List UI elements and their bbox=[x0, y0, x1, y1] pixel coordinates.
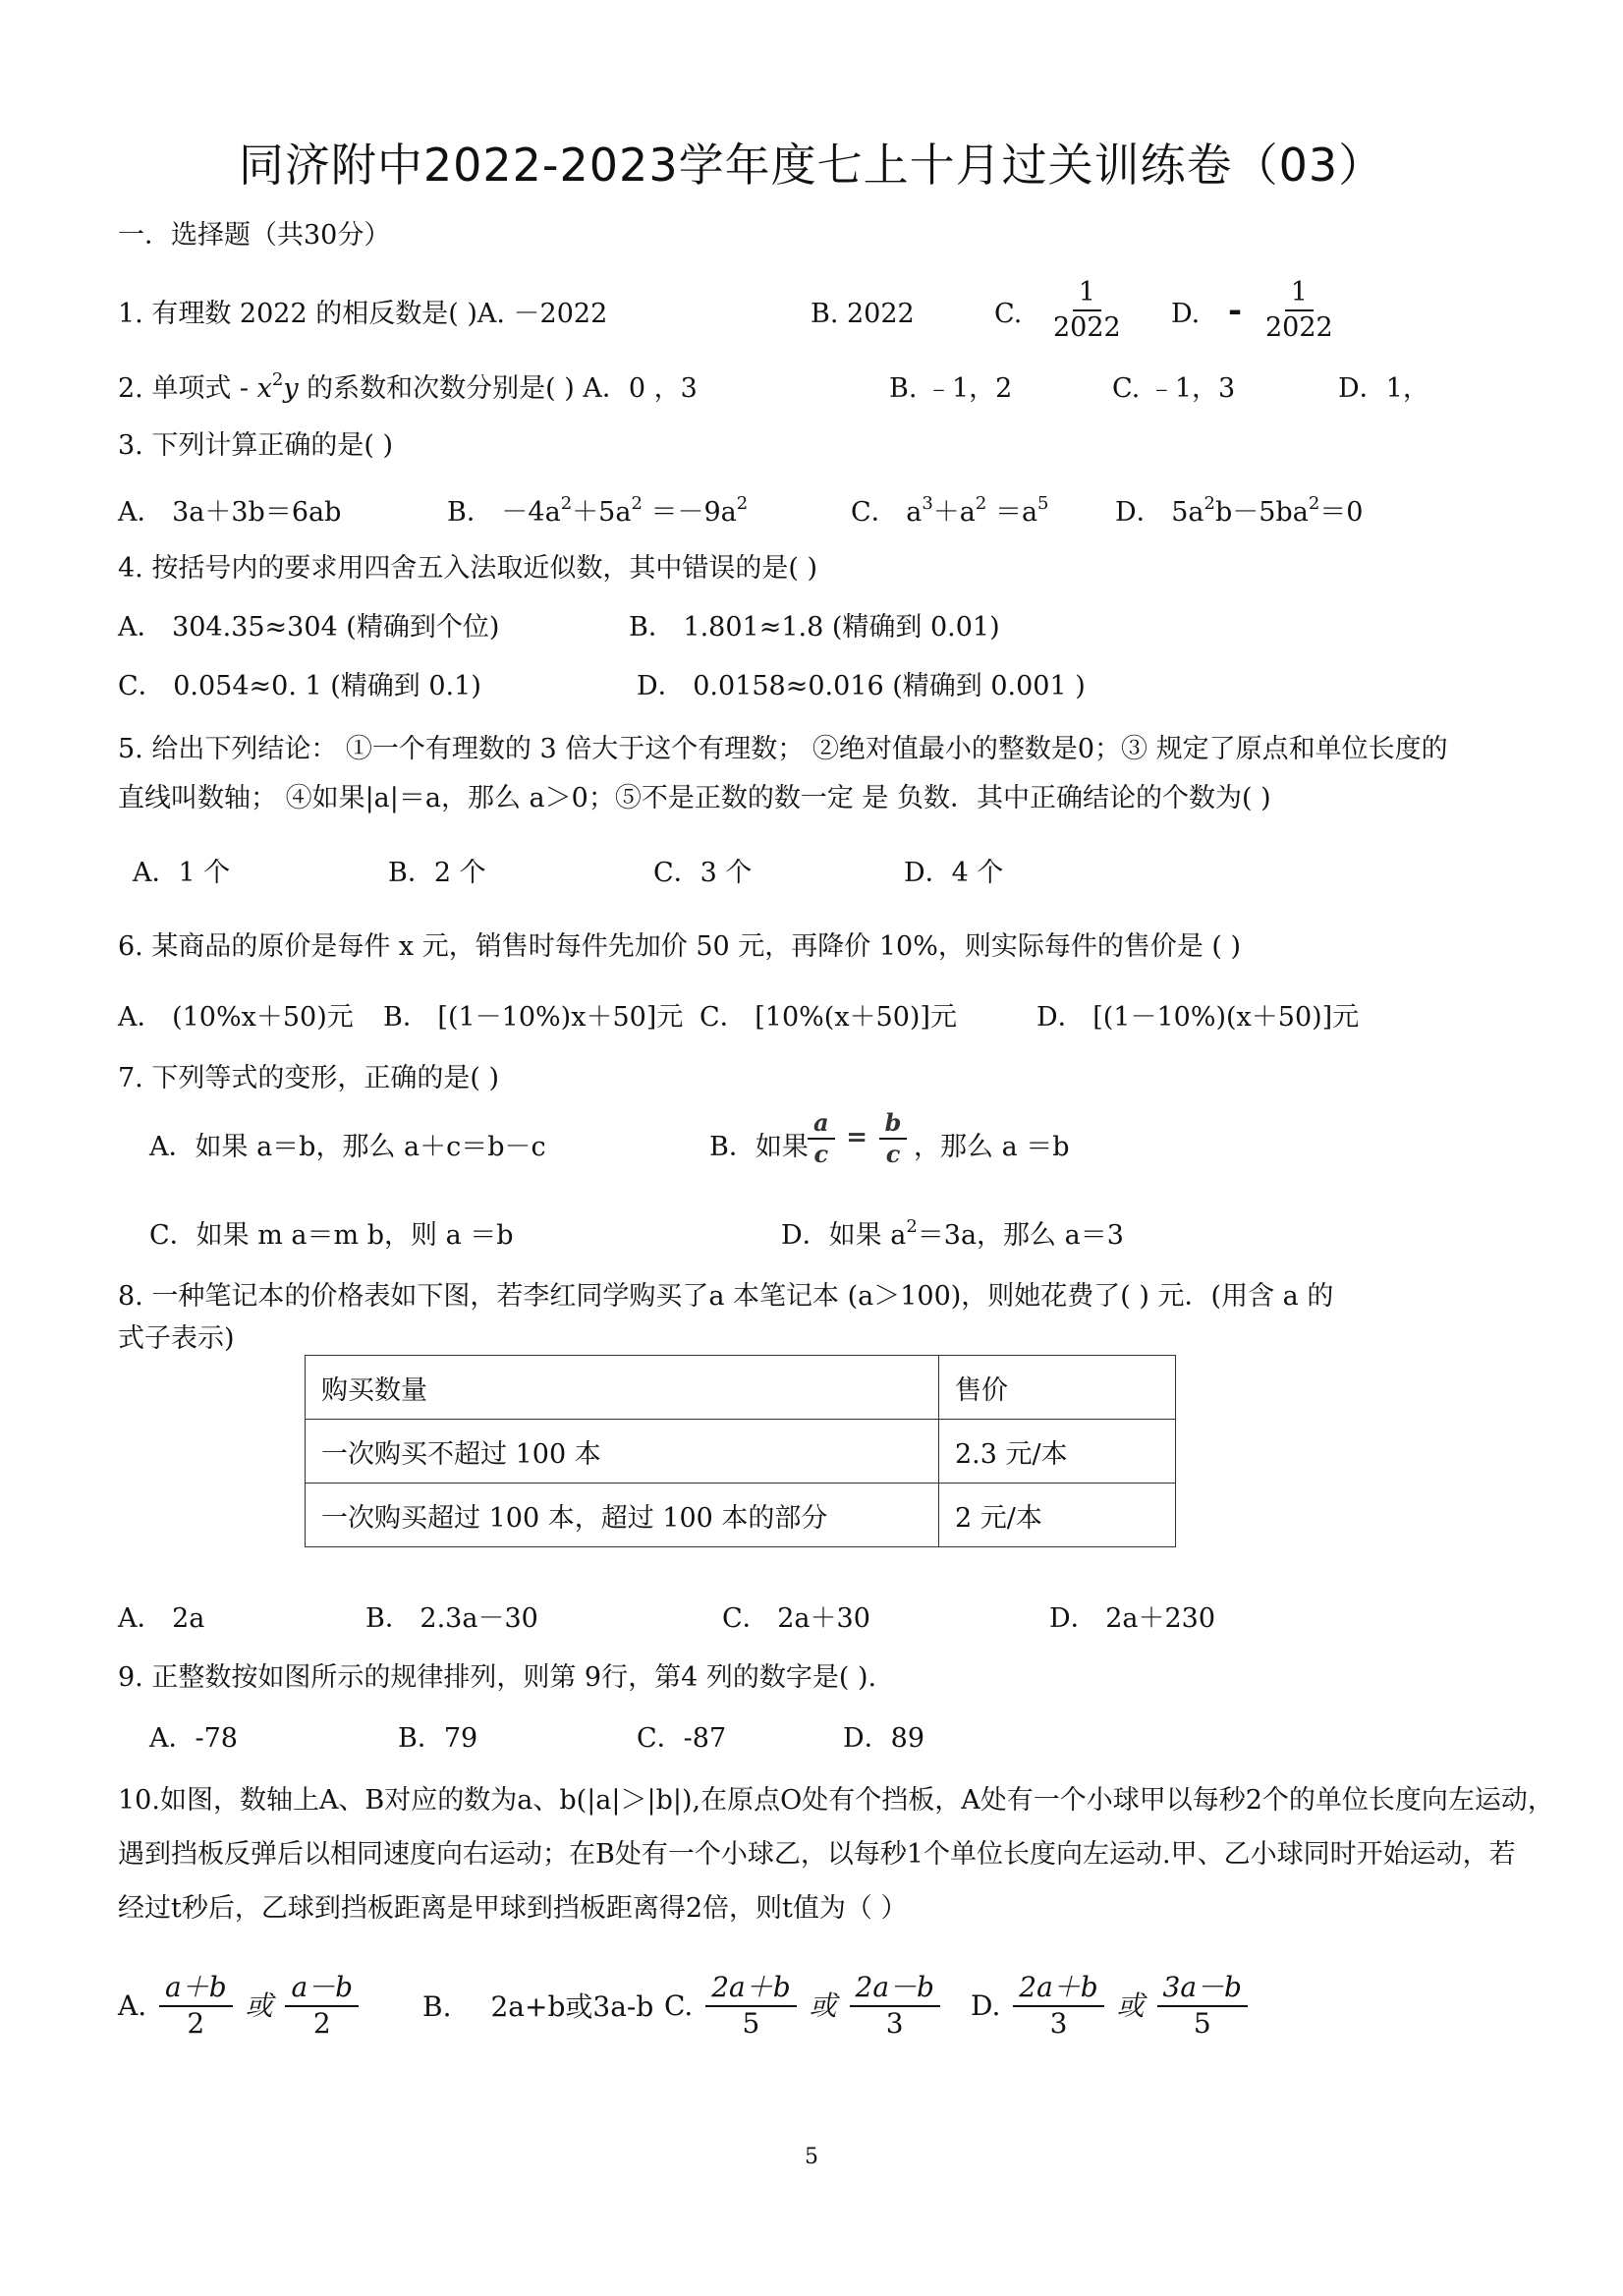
question-10-line-1: 10.如图，数轴上A、B对应的数为a、b(|a|＞|b|),在原点O处有个挡板，A处有一个小球甲以每秒2个的单位长度向左运动， bbox=[118, 1785, 1554, 1816]
q6-option-c: C． [10%(x＋50)]元 bbox=[700, 1002, 957, 1033]
question-9: 9. 正整数按如图所示的规律排列，则第 9行，第4 列的数字是( ). bbox=[118, 1662, 877, 1693]
page-title: 同济附中2022-2023学年度七上十月过关训练卷（03） bbox=[238, 139, 1385, 192]
table-header-quantity: 购买数量 bbox=[306, 1356, 939, 1420]
q10-option-d: D. $\frac{2a+b}{3}$ 或 $\frac{3a-b}{5}$ bbox=[971, 1973, 1252, 2040]
q8-option-b: B． 2.3a－30 bbox=[365, 1603, 538, 1634]
q5-option-d: D．4 个 bbox=[904, 858, 1004, 888]
q6-option-a: A． (10%x＋50)元 bbox=[118, 1002, 354, 1033]
q10-option-c: C. $\frac{2a+b}{5}$ 或 $\frac{2a-b}{3}$ bbox=[664, 1973, 944, 2040]
q3-option-d: D． $5a^2b-5ba^2=0$ bbox=[1115, 493, 1364, 528]
q6-option-b: B． [(1－10%)x＋50]元 bbox=[383, 1002, 684, 1033]
q7-option-b: B．如果 bbox=[709, 1132, 809, 1162]
price-table bbox=[305, 1355, 1176, 1547]
q4-option-b: B． 1.801≈1.8 (精确到 0.01) bbox=[629, 612, 1000, 643]
q9-option-c: C．-87 bbox=[637, 1723, 727, 1754]
table-cell: 2 元/本 bbox=[939, 1484, 1176, 1547]
question-10-line-3: 经过t秒后，乙球到挡板距离是甲球到挡板距离得2倍，则t值为（ ） bbox=[118, 1893, 908, 1924]
q1-option-c-fraction: $\frac{1}{2022}$ bbox=[1053, 277, 1121, 343]
q9-option-d: D．89 bbox=[843, 1723, 925, 1754]
q1-option-d-label: D. bbox=[1171, 299, 1201, 329]
table-row bbox=[306, 1420, 1176, 1484]
table-header-price: 售价 bbox=[939, 1356, 1176, 1420]
q2-option-c: C. ﹣1，3 bbox=[1112, 373, 1236, 404]
table-row bbox=[306, 1356, 1176, 1420]
q5-option-c: C．3 个 bbox=[653, 858, 753, 888]
q8-option-c: C． 2a＋30 bbox=[722, 1603, 870, 1634]
question-2: 2. 单项式 - $x^2y$ 的系数和次数分别是( ) A．0 ，3 bbox=[118, 369, 698, 404]
table-cell: 一次购买不超过 100 本 bbox=[306, 1420, 939, 1484]
q4-option-d: D． 0.0158≈0.016 (精确到 0.001 ) bbox=[637, 671, 1086, 701]
q3-option-a: A． 3a＋3b＝6ab bbox=[118, 497, 342, 528]
q6-option-d: D． [(1－10%)(x＋50)]元 bbox=[1036, 1002, 1360, 1033]
q2-option-b: B. ﹣1，2 bbox=[889, 373, 1013, 404]
q9-option-a: A．-78 bbox=[149, 1723, 238, 1754]
question-8-line-1: 8. 一种笔记本的价格表如下图，若李红同学购买了a 本笔记本 (a＞100)，则她花费了( ) 元．(用含 a 的 bbox=[118, 1281, 1334, 1312]
question-5-line-1: 5. 给出下列结论： ①一个有理数的 3 倍大于这个有理数； ②绝对值最小的整数是0；③ 规定了原点和单位长度的 bbox=[118, 734, 1448, 764]
q4-option-a: A． 304.35≈304 (精确到个位) bbox=[118, 612, 500, 643]
question-7: 7. 下列等式的变形，正确的是( ) bbox=[118, 1063, 499, 1093]
q1-option-b: B. 2022 bbox=[811, 299, 915, 329]
q7-option-b-rest: ，那么 a ＝b bbox=[914, 1132, 1070, 1162]
page-number: 5 bbox=[805, 2145, 818, 2169]
q1-option-d-fraction: $\frac{1}{2022}$ bbox=[1265, 277, 1333, 343]
q2-option-d: D．1， bbox=[1338, 373, 1429, 404]
q10-option-a: A. $\frac{a+b}{2}$ 或 $\frac{a-b}{2}$ bbox=[118, 1973, 363, 2040]
q4-option-c: C． 0.054≈0. 1 (精确到 0.1) bbox=[118, 671, 481, 701]
question-4: 4. 按括号内的要求用四舍五入法取近似数，其中错误的是( ) bbox=[118, 553, 817, 584]
question-6: 6. 某商品的原价是每件 x 元，销售时每件先加价 50 元，再降价 10%，则实际每件的售价是 ( ) bbox=[118, 931, 1242, 962]
q1-option-d-minus: - bbox=[1228, 291, 1243, 330]
q3-option-b: B． $-4a^2+5a^2 =-9a^2$ bbox=[447, 493, 749, 528]
q5-option-b: B．2 个 bbox=[388, 858, 486, 888]
q8-option-a: A． 2a bbox=[118, 1603, 205, 1634]
q5-option-a: A．1 个 bbox=[133, 858, 231, 888]
q7-option-c: C．如果 m a＝m b，则 a ＝b bbox=[149, 1220, 514, 1251]
q7-option-b-math: $\frac{a}{c}$ = $\frac{b}{c}$ bbox=[804, 1110, 911, 1168]
table-cell: 2.3 元/本 bbox=[939, 1420, 1176, 1484]
q1-option-c-label: C. bbox=[994, 299, 1023, 329]
table-cell: 一次购买超过 100 本，超过 100 本的部分 bbox=[306, 1484, 939, 1547]
q7-option-a: A．如果 a＝b，那么 a＋c＝b－c bbox=[149, 1132, 546, 1162]
q10-option-b: B. 2a+b或3a-b bbox=[422, 1990, 654, 2023]
question-1: 1. 有理数 2022 的相反数是( )A. －2022 bbox=[118, 299, 608, 329]
q7-option-d: D．如果 $a^2=3a$，那么 a＝3 bbox=[781, 1216, 1124, 1251]
q3-option-c: C． $a^3+a^2 =a^5$ bbox=[851, 493, 1049, 528]
question-3: 3. 下列计算正确的是( ) bbox=[118, 430, 393, 461]
question-8-line-2: 式子表示) bbox=[118, 1323, 235, 1354]
question-5-line-2: 直线叫数轴； ④如果|a|＝a，那么 a＞0；⑤不是正数的数一定 是 负数．其中正确结论的个数为( ) bbox=[118, 783, 1271, 813]
question-10-line-2: 遇到挡板反弹后以相同速度向右运动；在B处有一个小球乙，以每秒1个单位长度向左运动.甲、乙小球同时开始运动，若 bbox=[118, 1839, 1516, 1870]
q8-option-d: D． 2a＋230 bbox=[1049, 1603, 1216, 1634]
table-row bbox=[306, 1484, 1176, 1547]
q9-option-b: B．79 bbox=[398, 1723, 478, 1754]
section-heading: 一．选择题（共30分） bbox=[118, 220, 391, 251]
